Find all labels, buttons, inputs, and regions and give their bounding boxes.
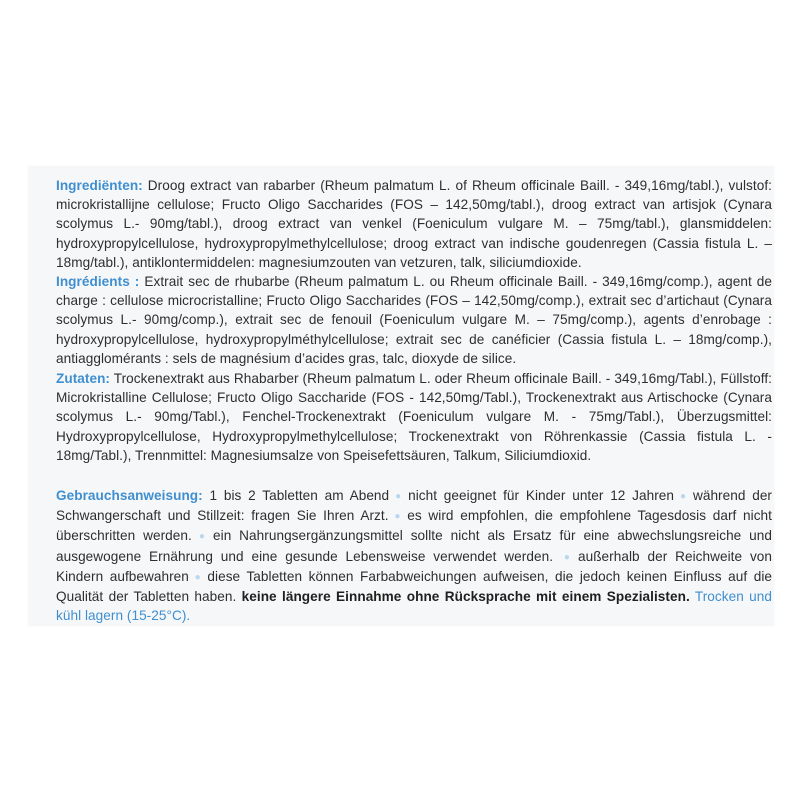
ingredients-nl-section [56, 176, 772, 272]
bullet-dot-icon: ● [677, 491, 689, 502]
ingredients-nl-heading: Ingrediënten: [56, 178, 143, 193]
ingredients-fr-heading: Ingrédients : [56, 274, 140, 289]
bullet-dot-icon: ● [191, 571, 204, 583]
usage-item-3: während der Schwangerschaft und Stillzeit: fragen Sie Ihren Arzt. [56, 488, 773, 524]
usage-item-2: nicht geeignet für Kinder unter 12 Jahren [408, 488, 675, 503]
usage-item-5: ein Nahrungsergänzungsmittel sollte nicht als Ersatz für eine abwechslungsreiche und ausgewogene Ernährung und eine gesunde Lebensweise verwendet werden. [56, 528, 772, 564]
usage-item-6: außerhalb der Reichweite von Kindern aufbewahren [56, 548, 773, 584]
storage-instruction: Trocken und kühl lagern (15-25°C). [56, 589, 772, 624]
bullet-dot-icon: ● [563, 551, 574, 563]
ingredients-de-text: Trockenextrakt aus Rhabarber (Rheum palmatum L. oder Rheum officinale Baill. - 349,16mg/Tabl.), Füllstoff: Microkristalline Cellulose; Fructo Oligo Saccharide (FOS - 142,50mg/Tabl.), Trockenextrakt aus Artischocke (Cynara scolymus L.- 90mg/Tabl.), Fenchel-Trockenextrakt (Foeniculum vulgare M. - 75mg/Tabl.), Überzugsmittel: Hydroxypropylcellulose, Hydroxypropylmethylcellulose; Trockenextrakt von Röhrenkassie (Cassia fistula L. - 18mg/Tabl.), Trennmittel: Magnesiumsalze von Speisefettsäuren, Talkum, Siliciumdioxid. [56, 371, 772, 463]
usage-warning: keine längere Einnahme ohne Rücksprache mit einem Spezialisten. [241, 589, 690, 605]
ingredients-fr-section [56, 272, 772, 368]
usage-item-1: 1 bis 2 Tabletten am Abend [202, 488, 390, 503]
usage-section [56, 486, 772, 625]
bullet-dot-icon: ● [194, 531, 210, 543]
ingredients-de-heading: Zutaten: [56, 371, 111, 386]
bullet-dot-icon: ● [391, 511, 404, 523]
ingredients-nl-text: Droog extract van rabarber (Rheum palmatum L. of Rheum officinale Baill. - 349,16mg/tabl.), vulstof: microkristallijne cellulose; Fructo Oligo Saccharides (FOS – 142,50mg/tabl.), droog extract van artisjok (Cynara scolymus L.- 90mg/tabl.), droog extract van venkel (Foeniculum vulgare M. – 75mg/tabl.), glansmiddelen: hydroxypropylcellulose, hydroxypropylmethylcellulose; droog extract van indische goudenregen (Cassia fistula L. – 18mg/tabl.), antiklontermiddelen: magnesiumzouten van vetzuren, talk, siliciumdioxide. [56, 178, 772, 270]
usage-heading: Gebrauchsanweisung: [56, 488, 203, 503]
ingredients-de-section [56, 369, 772, 465]
usage-item-4: es wird empfohlen, die empfohlene Tagesdosis darf nicht überschritten werden. [56, 508, 772, 544]
bullet-dot-icon: ● [392, 491, 405, 502]
ingredients-fr-text: Extrait sec de rhubarbe (Rheum palmatum L. ou Rheum officinale Baill. - 349,16mg/comp.), agent de charge : cellulose microcristalline; Fructo Oligo Saccharides (FOS – 142,50mg/comp.), extrait sec d’artichaut (Cynara scolymus L.- 90mg/comp.), extrait sec de fenouil (Foeniculum vulgare M. – 75mg/comp.), agents d’enrobage : hydroxypropylcellulose, hydroxypropylméthylcellulose; extrait sec de canéficier (Cassia fistula L. – 18mg/comp.), antiagglomérants : sels de magnésium d’acides gras, talc, dioxyde de silice. [56, 274, 772, 366]
usage-item-7: diese Tabletten können Farbabweichungen aufweisen, die jedoch keinen Einfluss auf die Qualität der Tabletten haben. [56, 568, 773, 605]
